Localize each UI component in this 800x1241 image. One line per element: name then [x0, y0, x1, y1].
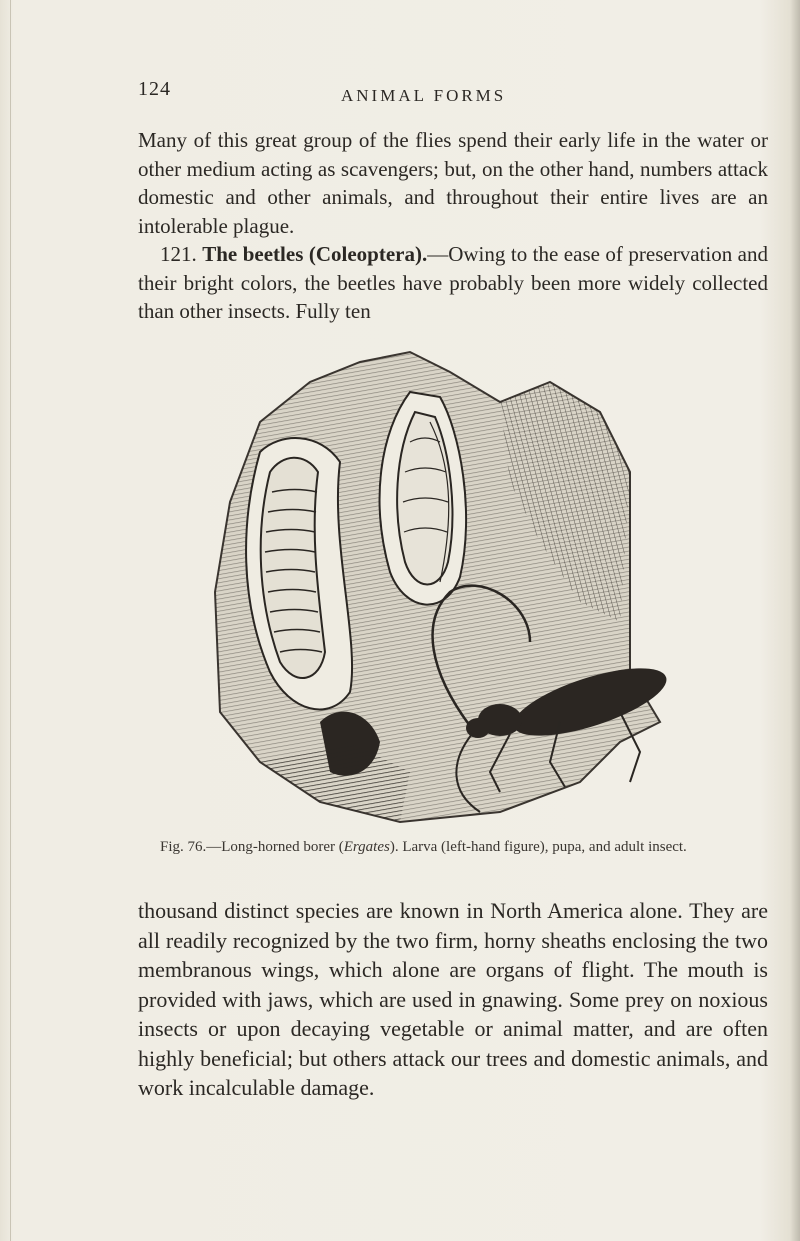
body-text-bottom [138, 896, 768, 1103]
paragraph-continuation: Many of this great group of the flies spend their early life in the water or other medium acting as scavengers; but, on the other hand, numbers attack domestic and other animals, and throughout their entire lives are an intolerable plague. [138, 128, 768, 238]
running-title: ANIMAL FORMS [341, 86, 507, 105]
caption-text-continued: ). Larva (left-hand figure), pupa, and adult insect. [389, 839, 687, 855]
section-paragraph [138, 240, 768, 326]
page-binding-edge [10, 0, 11, 1241]
caption-genus: Ergates [343, 839, 390, 855]
beetle-illustration [200, 342, 720, 832]
section-text: —Owing to the ease of preservation and their bright colors, the beetles have probably been more widely collected than other insects. Fully ten [138, 242, 768, 323]
paragraph-continued: thousand distinct species are known in North America alone. They are all readily recognized by the two firm, horny sheaths enclosing the two membranous wings, which alone are organs of flight. The mouth is provided with jaws, which are used in gnawing. Some prey on noxious insects or upon decaying vegetable or animal matter, and are often highly beneficial; but others attack our trees and domestic animals, and work incalculable damage. [138, 898, 768, 1100]
section-number: 121. [160, 242, 197, 266]
caption-text: —Long-horned borer ( [206, 839, 344, 855]
page-header [138, 78, 778, 108]
figure-caption [160, 838, 760, 857]
section-heading: The beetles (Coleoptera). [202, 242, 428, 266]
page-edge-shadow [790, 0, 800, 1241]
page-number: 124 [138, 78, 171, 100]
caption-label: Fig. 76. [160, 839, 207, 855]
body-text-top [138, 126, 768, 326]
